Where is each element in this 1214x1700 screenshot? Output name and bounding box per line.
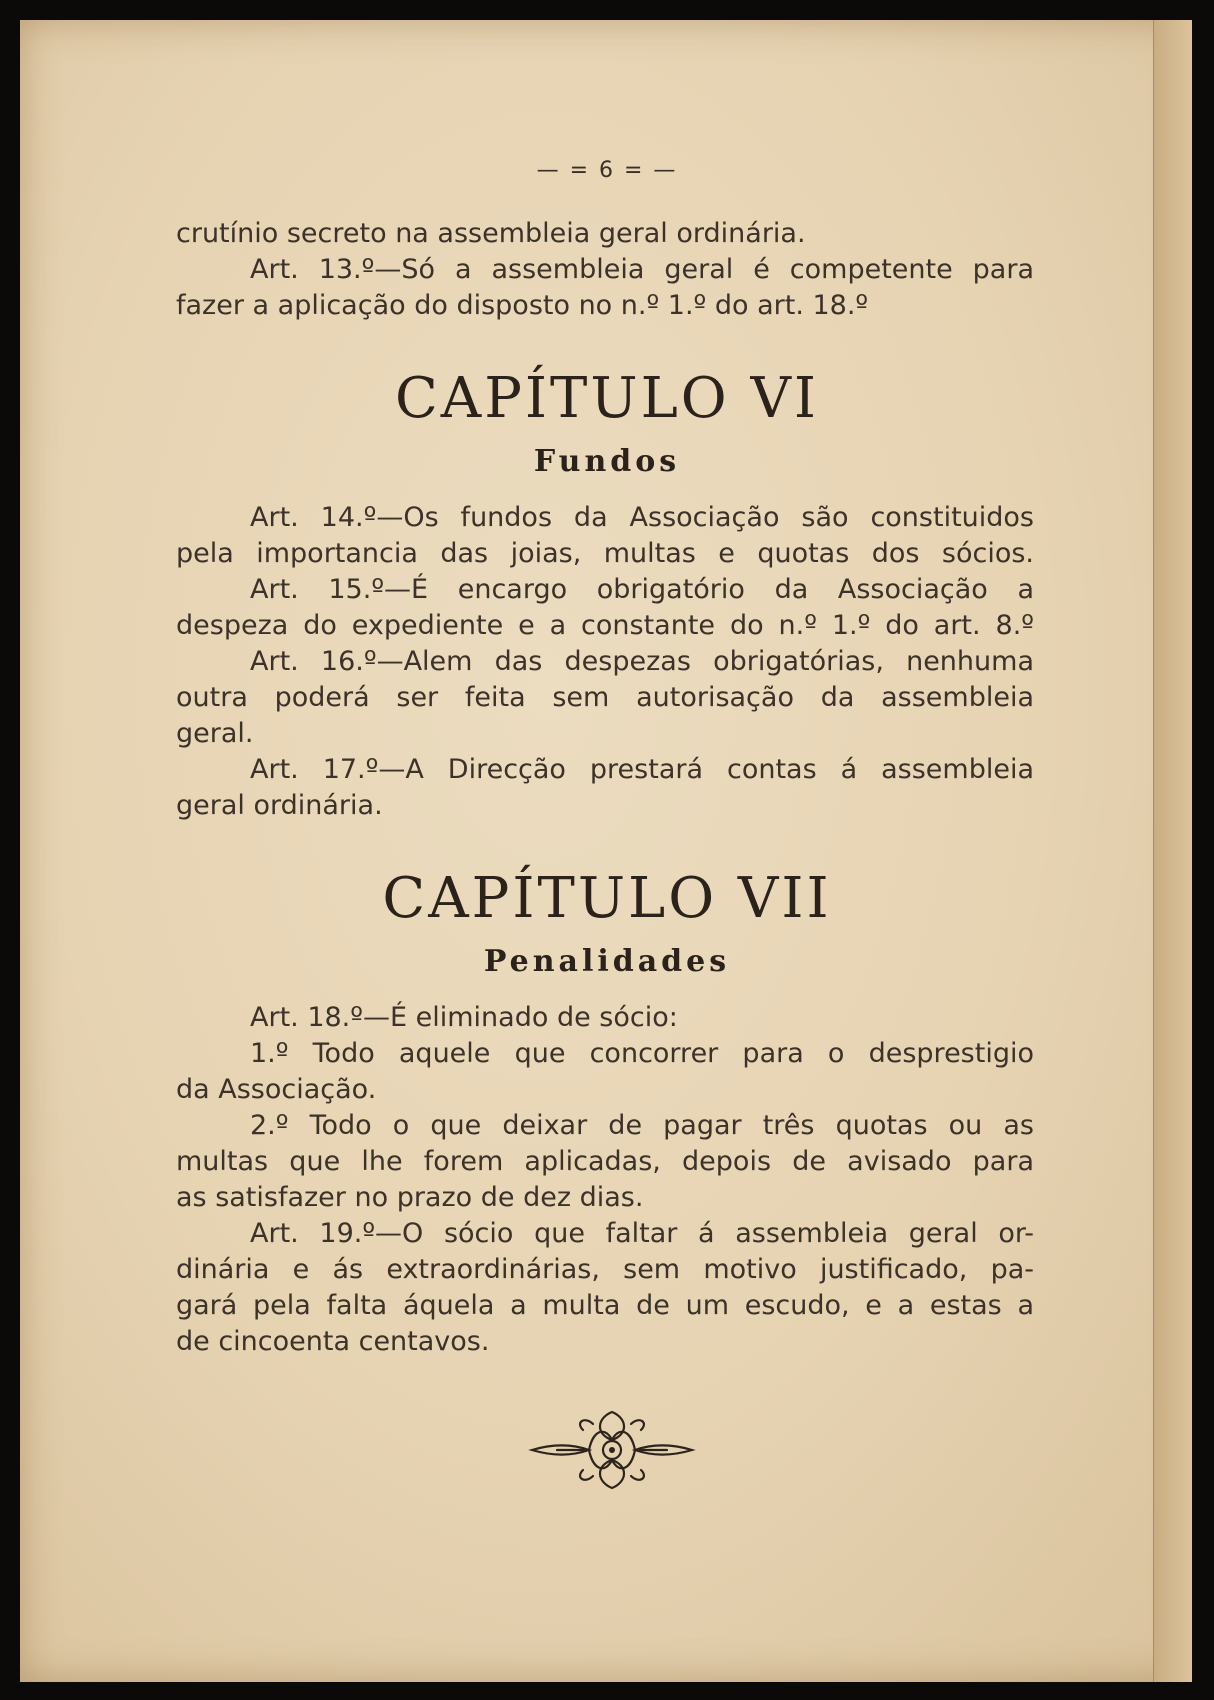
text-line: 1.º Todo aquele que concorrer para o desprestigio [250,1038,1034,1069]
next-page-edge [1153,20,1192,1682]
text-line: fazer a aplicação do disposto no n.º 1.º do art. 18.º [176,290,869,321]
text-line: da Associação. [176,1074,377,1105]
text-line: despeza do expediente e a constante do n.º 1.º do art. 8.º [176,610,1034,641]
text-line: Art. 13.º—Só a assembleia geral é competente para [250,254,1034,285]
text-line: 2.º Todo o que deixar de pagar três quotas ou as [250,1110,1034,1141]
text-line: Art. 19.º—O sócio que faltar á assembleia geral or- [250,1218,1034,1249]
text-line: geral ordinária. [176,790,383,821]
decorative-flourish-icon [527,1400,697,1500]
chapter-heading: CAPÍTULO VII [382,866,832,931]
text-line: geral. [176,718,254,749]
chapter-subheading: Fundos [533,444,681,479]
chapter-subheading: Penalidades [483,944,731,979]
text-line: pela importancia das joias, multas e quotas dos sócios. [176,538,1034,569]
text-line: Art. 14.º—Os fundos da Associação são constituidos [250,502,1034,533]
text-line: Art. 15.º—É encargo obrigatório da Associação a [250,574,1034,605]
text-line: as satisfazer no prazo de dez dias. [176,1182,644,1213]
text-line: crutínio secreto na assembleia geral ordinária. [176,218,806,249]
text-line: Art. 17.º—A Direcção prestará contas á assembleia [250,754,1034,785]
text-line: de cincoenta centavos. [176,1326,490,1357]
page-number: — = 6 = — [536,158,678,183]
text-line: Art. 18.º—É eliminado de sócio: [250,1002,678,1033]
text-line: gará pela falta áquela a multa de um escudo, e a estas a [176,1290,1034,1321]
text-line: outra poderá ser feita sem autorisação da assembleia [176,682,1034,713]
text-line: multas que lhe forem aplicadas, depois de avisado para [176,1146,1034,1177]
text-line: dinária e ás extraordinárias, sem motivo justificado, pa- [176,1254,1034,1285]
chapter-heading: CAPÍTULO VI [394,366,820,431]
text-line: Art. 16.º—Alem das despezas obrigatórias, nenhuma [250,646,1034,677]
